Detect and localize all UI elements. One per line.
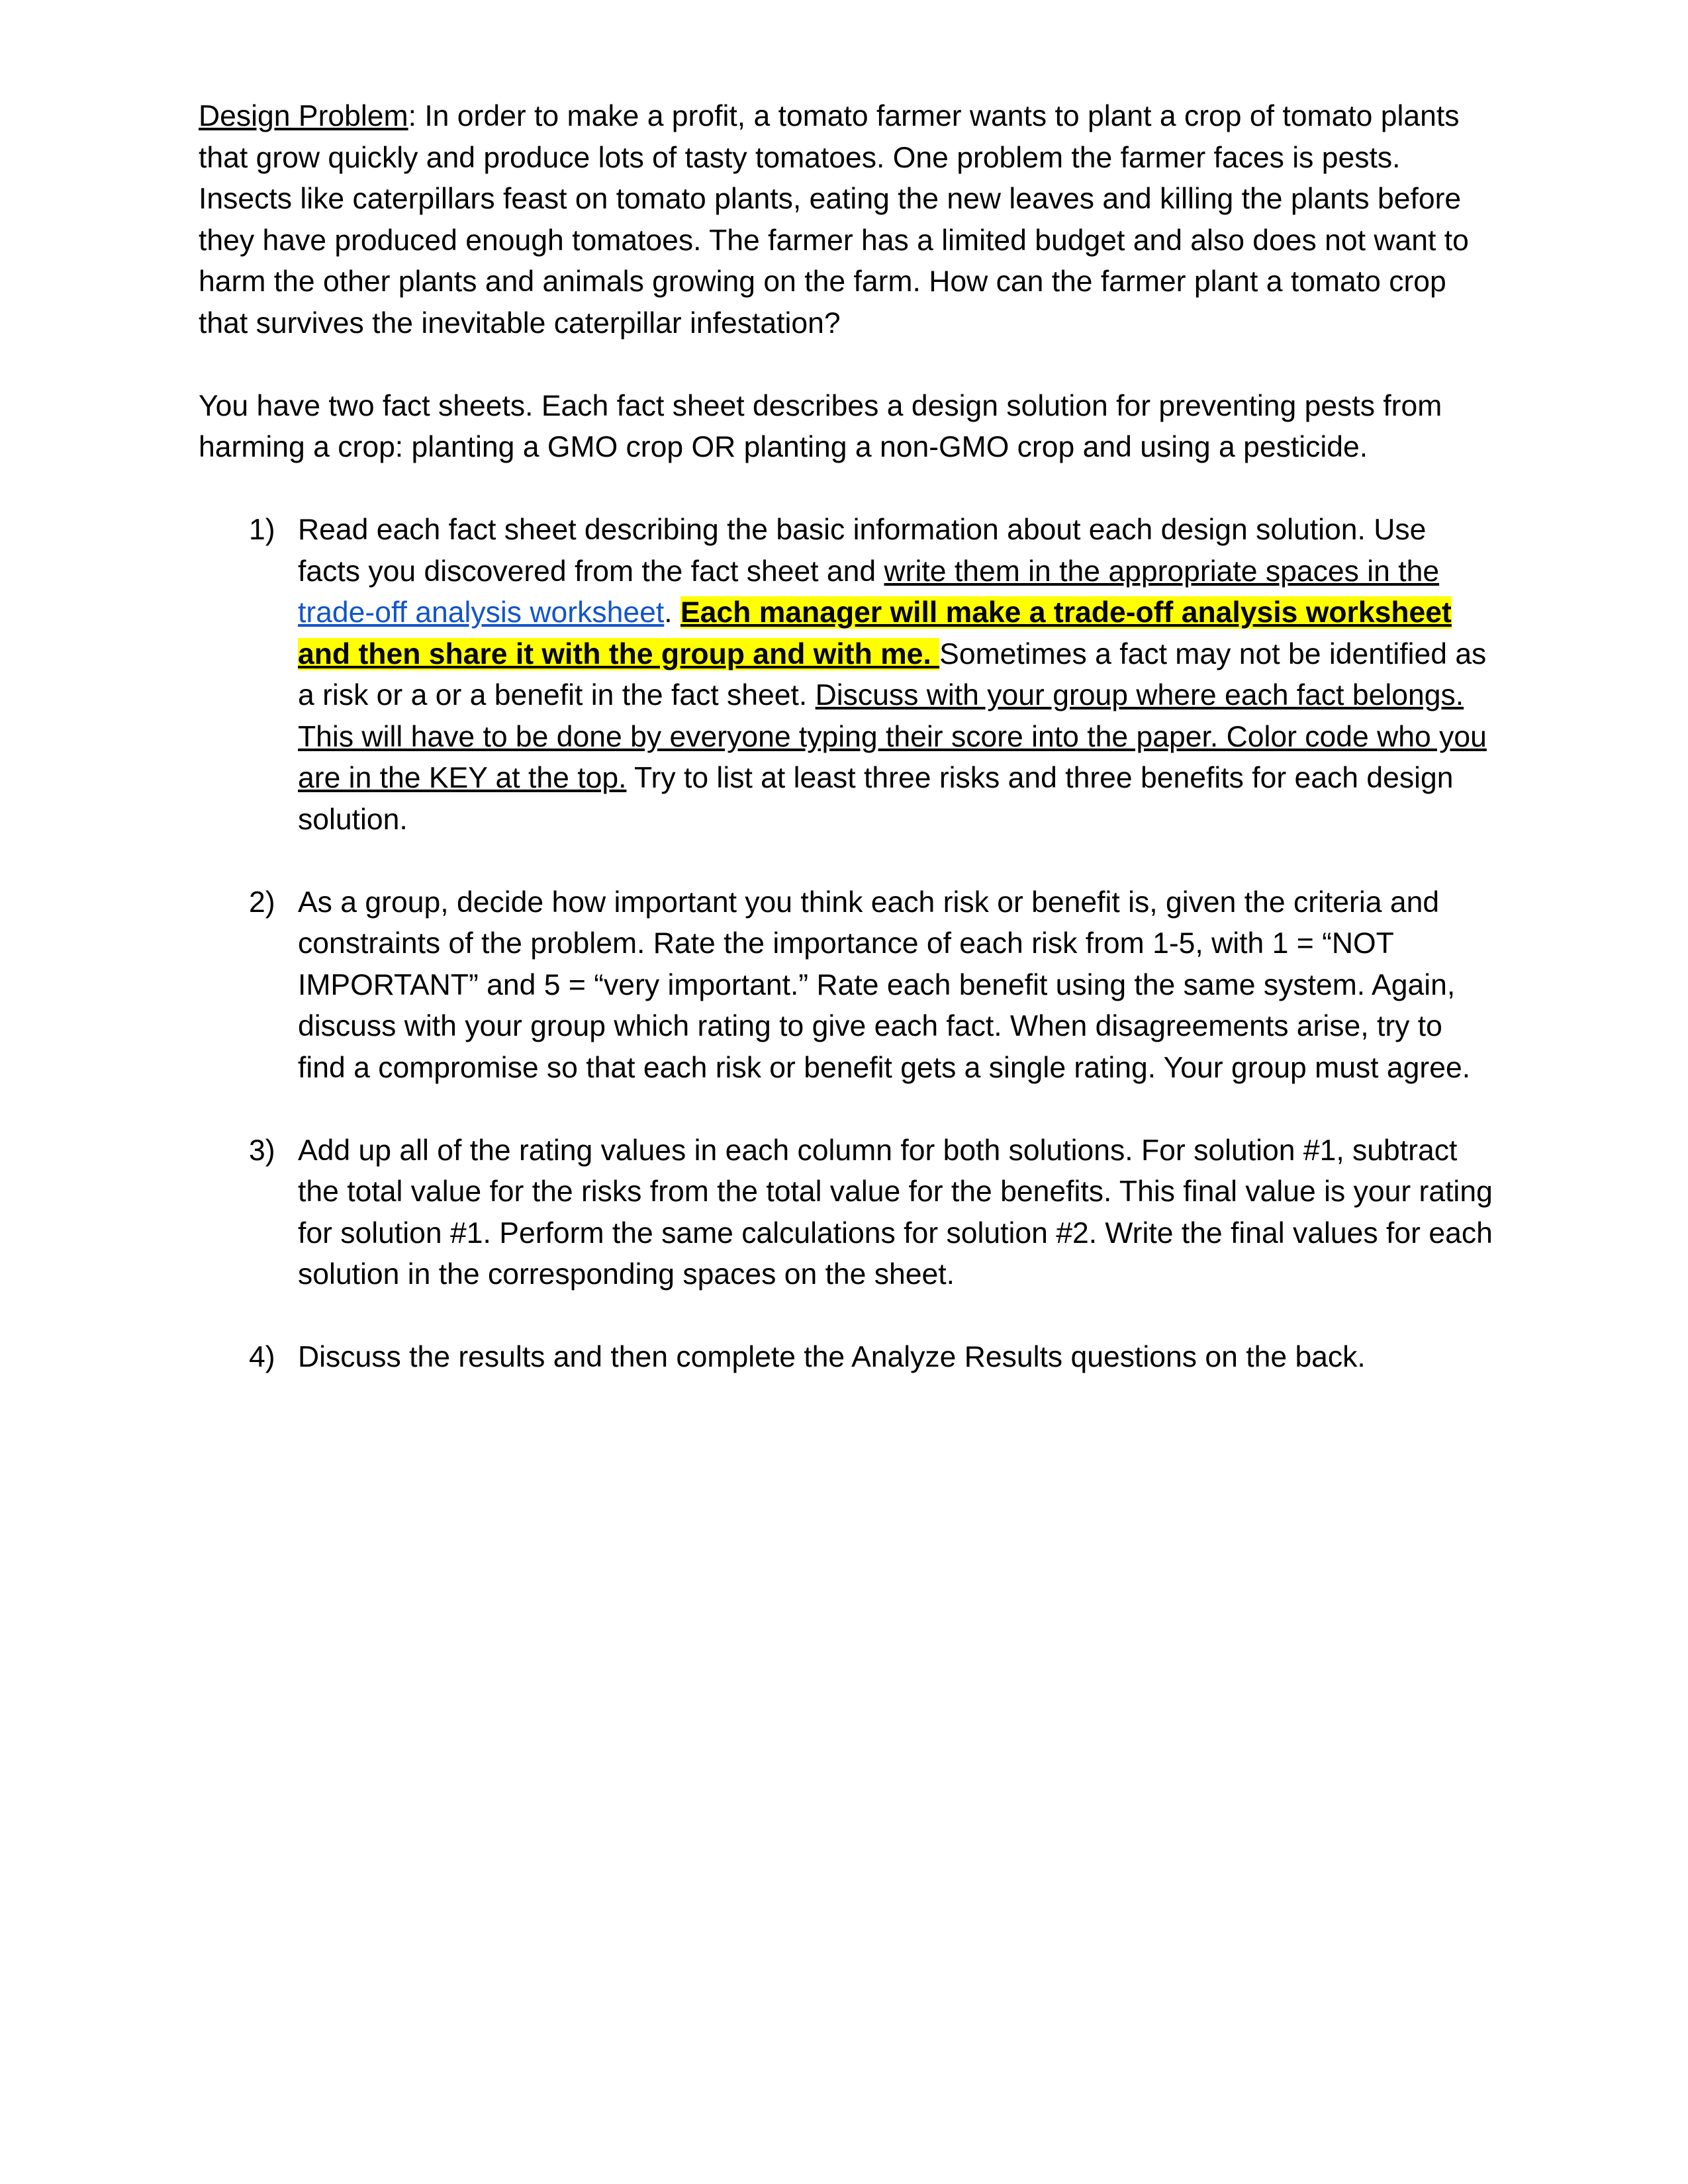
step-underlined-text: Discuss with your group where each fact belongs. This will have to be done by everyone typing their score into the paper. Color code who you are in the KEY at the top.: [298, 679, 1487, 794]
trade-off-worksheet-link[interactable]: trade-off analysis worksheet: [298, 596, 665, 629]
design-problem-paragraph: [199, 96, 1496, 344]
list-item: [199, 882, 1496, 1089]
list-number: 3): [249, 1134, 275, 1167]
list-number: 2): [249, 886, 275, 919]
list-number: 1): [249, 514, 275, 546]
step-underlined-text: write them in the appropriate spaces in the: [884, 555, 1440, 588]
step-text: Sometimes a fact may not be identified as a risk or a or a benefit in the fact sheet.: [298, 637, 1487, 711]
step-text: .: [664, 596, 680, 629]
document-page: [199, 96, 1496, 1420]
step-text: Discuss the results and then complete the Analyze Results questions on the back.: [298, 1341, 1366, 1373]
step-text: Add up all of the rating values in each column for both solutions. For solution #1, subtract the total value for the risks from the total value for the benefits. This final value is your rating for solution #1. Perform the same calculations for solution #2. Write the final values for each solution in the corresponding spaces on the sheet.: [298, 1134, 1493, 1291]
highlighted-instruction: Each manager will make a trade-off analysis worksheet and then share it with the group and with me.: [298, 596, 1452, 670]
fact-sheets-paragraph: You have two fact sheets. Each fact sheet describes a design solution for preventing pests from harming a crop: planting a GMO crop OR planting a non-GMO crop and using a pesticide.: [199, 389, 1442, 463]
list-item: [199, 1337, 1496, 1379]
step-text: Read each fact sheet describing the basic information about each design solution. Use facts you discovered from the fact sheet and: [298, 514, 1427, 588]
instructions-list: [199, 510, 1496, 1379]
list-item: [199, 1130, 1496, 1296]
list-number: 4): [249, 1341, 275, 1373]
design-problem-label: Design Problem: [199, 100, 408, 132]
step-text: As a group, decide how important you think each risk or benefit is, given the criteria and constraints of the problem. Rate the importance of each risk from 1-5, with 1 = “NOT IMPORTANT” and 5 = “very important.” Rate each benefit using the same system. Again, discuss with your group which rating to give each fact. When disagreements arise, try to find a compromise so that each risk or benefit gets a single rating. Your group must agree.: [298, 886, 1471, 1084]
list-item: [199, 510, 1496, 841]
design-problem-text: : In order to make a profit, a tomato farmer wants to plant a crop of tomato plants that grow quickly and produce lots of tasty tomatoes. One problem the farmer faces is pests. Insects like caterpillars feast on tomato plants, eating the new leaves and killing the plants before they have produced enough tomatoes. The farmer has a limited budget and also does not want to harm the other plants and animals growing on the farm. How can the farmer plant a tomato crop that survives the inevitable caterpillar infestation?: [199, 100, 1469, 340]
step-text: Try to list at least three risks and three benefits for each design solution.: [298, 762, 1454, 836]
